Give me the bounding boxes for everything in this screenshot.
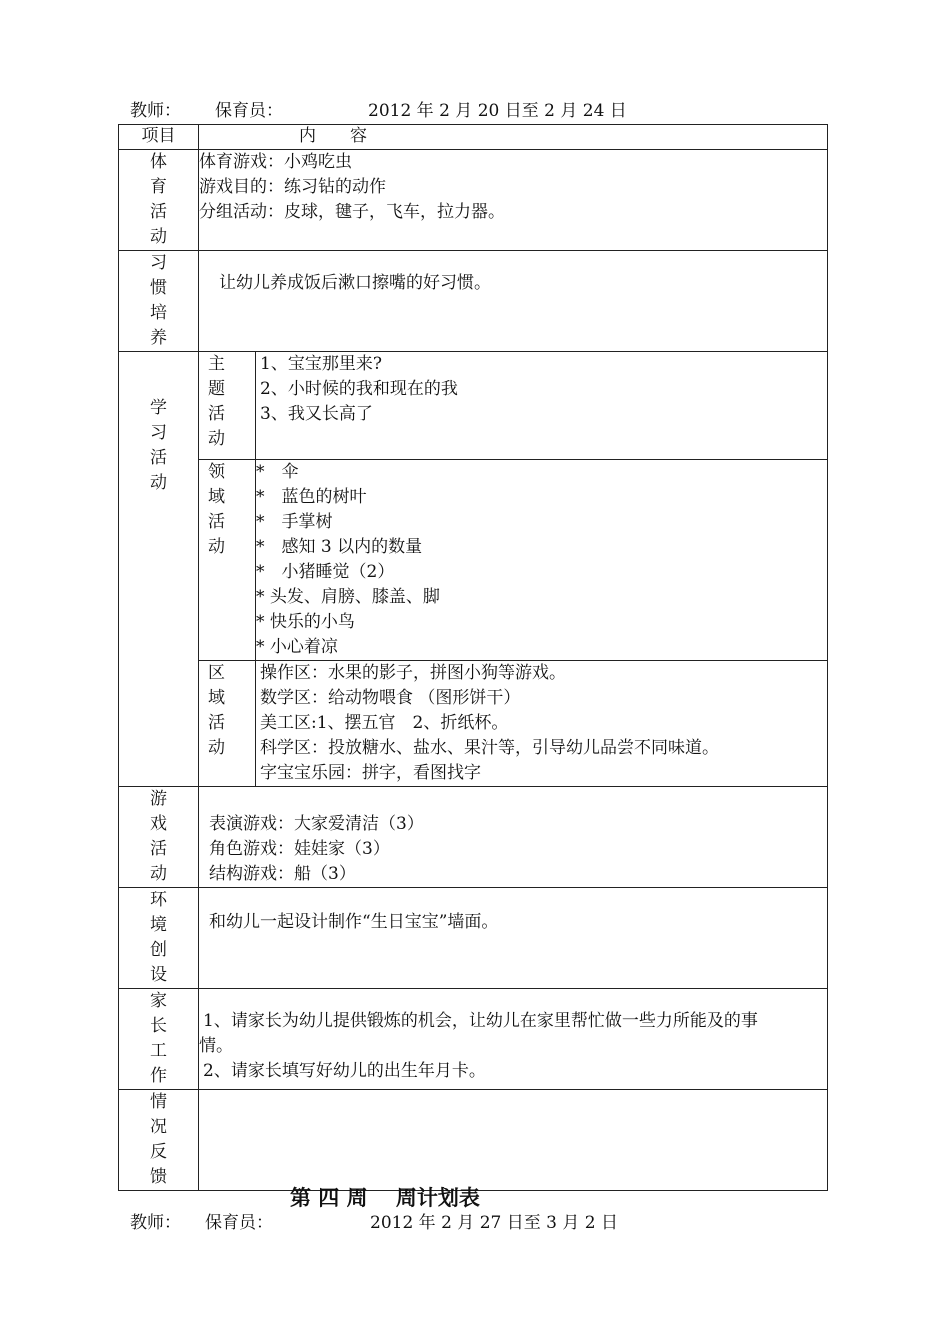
row-learning-area: [119, 661, 828, 787]
row-learning-theme: [119, 352, 828, 460]
row-parents: [119, 989, 828, 1090]
pe-content: 体育游戏：小鸡吃虫 游戏目的：练习钻的动作 分组活动：皮球，毽子，飞车，拉力器。: [199, 150, 828, 251]
column-header-content: 内 容: [199, 125, 828, 150]
row-label-feedback: 情 况 反 馈: [119, 1090, 199, 1191]
row-feedback: [119, 1090, 828, 1191]
theme-content: 1、宝宝那里来? 2、小时候的我和现在的我 3、我又长高了: [256, 352, 828, 460]
column-header-item: 项目: [119, 125, 199, 150]
games-content: 表演游戏：大家爱清洁（3） 角色游戏：娃娃家（3） 结构游戏：船（3）: [199, 787, 828, 888]
row-label-environment: 环 境 创 设: [119, 888, 199, 989]
week4-title: 第 四 周 周计划表: [290, 1185, 480, 1210]
feedback-content: [199, 1090, 828, 1191]
habit-content: 让幼儿养成饭后漱口擦嘴的好习惯。: [199, 251, 828, 352]
row-pe: [119, 150, 828, 251]
week4-caregiver-label: 保育员：: [205, 1213, 273, 1233]
caregiver-label: 保育员：: [215, 101, 283, 121]
week4-date-range: 2012 年 2 月 27 日至 3 月 2 日: [370, 1213, 618, 1233]
sub-label-domain: 领 域 活 动: [199, 460, 256, 661]
weekly-plan-table: [118, 124, 828, 1191]
sub-label-theme: 主 题 活 动: [199, 352, 256, 460]
domain-content: * 伞 * 蓝色的树叶 * 手掌树 * 感知 3 以内的数量 * 小猪睡觉（2） * 头发、肩膀、膝盖、脚 * 快乐的小鸟 * 小心着凉: [256, 460, 828, 661]
pe-label: 体 育 活 动: [150, 152, 167, 247]
date-range: 2012 年 2 月 20 日至 2 月 24 日: [368, 101, 627, 121]
row-habit: [119, 251, 828, 352]
sub-label-area: 区 域 活 动: [199, 661, 256, 787]
row-label-parents: 家 长 工 作: [119, 989, 199, 1090]
teacher-label: 教师：: [130, 101, 181, 121]
row-label-games: 游 戏 活 动: [119, 787, 199, 888]
row-label-pe: [119, 150, 199, 251]
area-content: 操作区：水果的影子，拼图小狗等游戏。 数学区：给动物喂食 （图形饼干） 美工区:1、摆五官 2、折纸杯。 科学区：投放糖水、盐水、果汁等，引导幼儿品尝不同味道。 字宝宝乐园：拼字，看图找字: [256, 661, 828, 787]
row-games: [119, 787, 828, 888]
parents-content: 1、请家长为幼儿提供锻炼的机会，让幼儿在家里帮忙做一些力所能及的事 情。 2、请家长填写好幼儿的出生年月卡。: [199, 989, 828, 1090]
row-label-habit: 习 惯 培 养: [119, 251, 199, 352]
week4-teacher-label: 教师：: [130, 1213, 181, 1233]
environment-content: 和幼儿一起设计制作“生日宝宝”墙面。: [199, 888, 828, 989]
row-learning-domain: [119, 460, 828, 661]
row-environment: [119, 888, 828, 989]
row-label-learning: 学 习 活 动: [119, 352, 199, 787]
table-header-row: [119, 125, 828, 150]
